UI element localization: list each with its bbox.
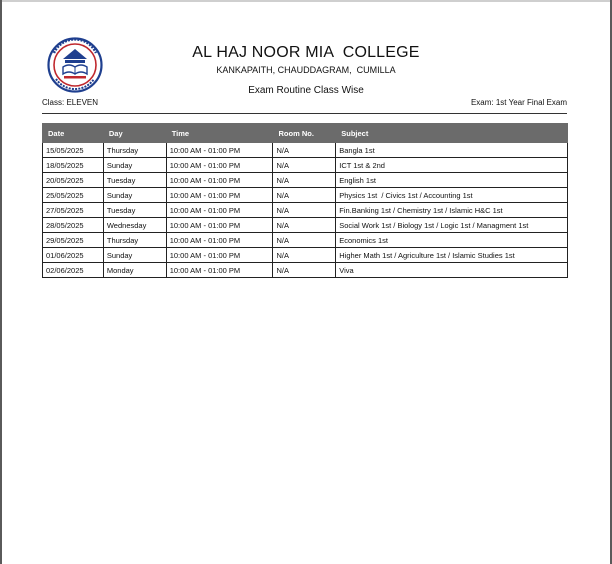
- column-header-room: Room No.: [273, 124, 336, 143]
- cell-date: 15/05/2025: [43, 143, 104, 158]
- report-title: Exam Routine Class Wise: [248, 85, 364, 96]
- cell-day: Sunday: [103, 188, 166, 203]
- cell-date: 25/05/2025: [43, 188, 104, 203]
- column-header-subject: Subject: [336, 124, 568, 143]
- cell-room: N/A: [273, 173, 336, 188]
- table-row: [43, 188, 568, 203]
- college-address: KANKAPAITH, CHAUDDAGRAM, CUMILLA: [216, 65, 396, 75]
- cell-time: 10:00 AM - 01:00 PM: [166, 173, 273, 188]
- cell-room: N/A: [273, 158, 336, 173]
- table-header-row: [43, 124, 568, 143]
- cell-date: 28/05/2025: [43, 218, 104, 233]
- cell-day: Monday: [103, 263, 166, 278]
- cell-room: N/A: [273, 233, 336, 248]
- cell-room: N/A: [273, 248, 336, 263]
- cell-day: Thursday: [103, 143, 166, 158]
- cell-subject: ICT 1st & 2nd: [336, 158, 568, 173]
- cell-date: 29/05/2025: [43, 233, 104, 248]
- cell-date: 02/06/2025: [43, 263, 104, 278]
- table-row: [43, 263, 568, 278]
- window-top-edge: [0, 0, 612, 2]
- cell-subject: Economics 1st: [336, 233, 568, 248]
- cell-date: 20/05/2025: [43, 173, 104, 188]
- exam-label: Exam: 1st Year Final Exam: [470, 98, 567, 107]
- cell-day: Thursday: [103, 233, 166, 248]
- table-row: [43, 203, 568, 218]
- cell-room: N/A: [273, 218, 336, 233]
- cell-day: Wednesday: [103, 218, 166, 233]
- cell-time: 10:00 AM - 01:00 PM: [166, 218, 273, 233]
- college-name: AL HAJ NOOR MIA COLLEGE: [192, 44, 420, 61]
- cell-time: 10:00 AM - 01:00 PM: [166, 248, 273, 263]
- cell-subject: Higher Math 1st / Agriculture 1st / Islamic Studies 1st: [336, 248, 568, 263]
- cell-room: N/A: [273, 263, 336, 278]
- cell-date: 27/05/2025: [43, 203, 104, 218]
- cell-subject: Bangla 1st: [336, 143, 568, 158]
- table-row: [43, 158, 568, 173]
- cell-subject: English 1st: [336, 173, 568, 188]
- header-divider: [42, 113, 567, 114]
- cell-date: 18/05/2025: [43, 158, 104, 173]
- cell-time: 10:00 AM - 01:00 PM: [166, 188, 273, 203]
- cell-day: Tuesday: [103, 203, 166, 218]
- column-header-day: Day: [103, 124, 166, 143]
- cell-day: Sunday: [103, 248, 166, 263]
- table-row: [43, 248, 568, 263]
- column-header-date: Date: [43, 124, 104, 143]
- cell-subject: Physics 1st / Civics 1st / Accounting 1st: [336, 188, 568, 203]
- cell-day: Sunday: [103, 158, 166, 173]
- exam-routine-table: [42, 123, 568, 278]
- column-header-time: Time: [166, 124, 273, 143]
- class-label: Class: ELEVEN: [42, 98, 99, 107]
- cell-time: 10:00 AM - 01:00 PM: [166, 143, 273, 158]
- table-row: [43, 143, 568, 158]
- cell-time: 10:00 AM - 01:00 PM: [166, 203, 273, 218]
- cell-time: 10:00 AM - 01:00 PM: [166, 263, 273, 278]
- cell-date: 01/06/2025: [43, 248, 104, 263]
- cell-time: 10:00 AM - 01:00 PM: [166, 233, 273, 248]
- cell-subject: Fin.Banking 1st / Chemistry 1st / Islamic H&C 1st: [336, 203, 568, 218]
- cell-subject: Social Work 1st / Biology 1st / Logic 1st / Managment 1st: [336, 218, 568, 233]
- cell-day: Tuesday: [103, 173, 166, 188]
- cell-room: N/A: [273, 188, 336, 203]
- cell-room: N/A: [273, 143, 336, 158]
- table-row: [43, 173, 568, 188]
- table-row: [43, 218, 568, 233]
- cell-time: 10:00 AM - 01:00 PM: [166, 158, 273, 173]
- cell-subject: Viva: [336, 263, 568, 278]
- cell-room: N/A: [273, 203, 336, 218]
- table-row: [43, 233, 568, 248]
